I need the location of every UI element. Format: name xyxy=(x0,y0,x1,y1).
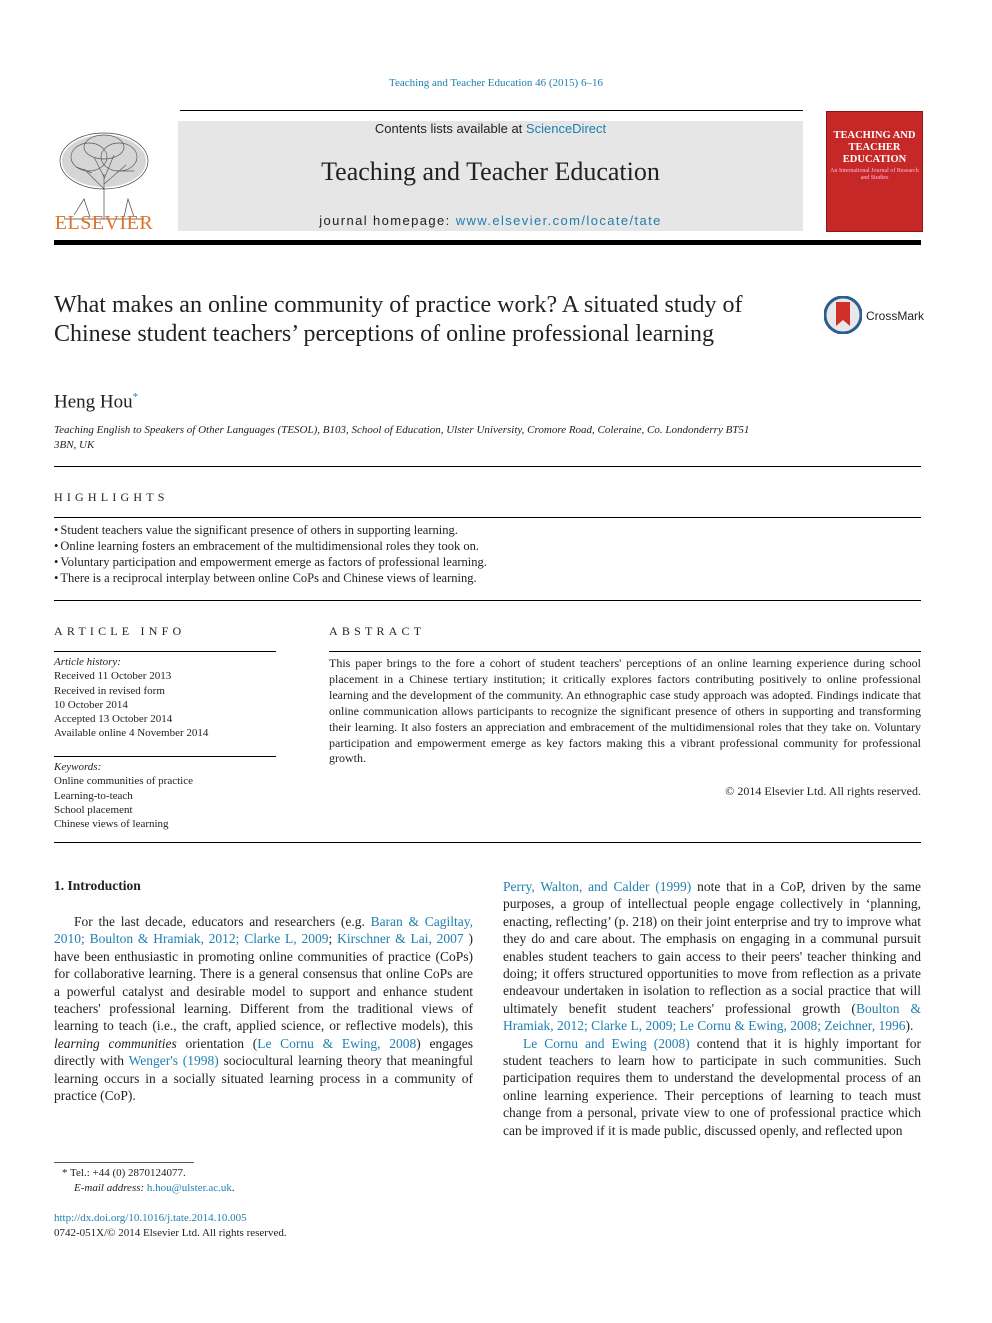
journal-title: Teaching and Teacher Education xyxy=(321,157,660,186)
author-footnote-mark[interactable]: * xyxy=(132,391,139,403)
keyword-item: Chinese views of learning xyxy=(54,818,169,831)
citation-link[interactable]: Le Cornu & Ewing, 2008 xyxy=(257,1035,417,1051)
keyword-item: Learning-to-teach xyxy=(54,789,133,802)
crossmark-label[interactable]: CrossMark xyxy=(866,309,925,323)
text-run: note that in a CoP, driven by the same purposes, a group of intellectual people engage collectively in ‘planning, enacting, reflecting’ (p. 218) on their joint enterprise and try to improve what they do and care about. The emphasis on engaging in a communal pursuit enables student teachers to gain access to their peers' teacher thinking and doing; it offers structured opportunities to move from reflection as a private endeavour undertaken in isolation to reflection as a social practice that will ultimately benefit student teachers' professional growth ( xyxy=(503,879,921,1016)
citation-link[interactable]: Perry, Walton, and Calder (1999) xyxy=(503,879,692,894)
journal-homepage xyxy=(178,213,803,228)
homepage-prefix: journal homepage: xyxy=(319,213,451,228)
article-title: What makes an online community of practice work? A situated study of Chinese student teachers’ perceptions of online professional learning xyxy=(54,292,743,347)
divider xyxy=(54,651,276,652)
citation-link[interactable]: Wenger's (1998) xyxy=(128,1053,219,1069)
abstract-text: This paper brings to the fore a cohort of student teachers' perceptions of an online learning experience during school placement in a Chinese tertiary institution; it critically explores factors contributing positively to online professional learning and the development of the community. An ethnographic case study approach was adopted. Findings indicate that online communication allows participants to recognize the significant presence of others in supporting and transforming their learning. It also fosters an appreciation and embracement of the multidimensional roles that they take on. Voluntary participation and empowerment emerge as key factors making this a vibrant professional community for professional growth. xyxy=(329,656,921,766)
contents-prefix: Contents lists available at xyxy=(374,121,523,136)
divider xyxy=(54,842,921,843)
journal-citation[interactable]: Teaching and Teacher Education 46 (2015) 6–16 xyxy=(389,77,603,89)
author-name xyxy=(54,391,138,413)
email-label: E-mail address: xyxy=(74,1182,145,1194)
doi-link[interactable]: http://dx.doi.org/10.1016/j.tate.2014.10.005 xyxy=(54,1212,247,1224)
doi-block xyxy=(54,1211,287,1241)
divider xyxy=(54,600,921,601)
citation-link[interactable]: Baran & Cagiltay, 2010; Boulton & Hramiak, 2012; Clarke L, 2009 xyxy=(54,914,473,947)
divider xyxy=(54,517,921,518)
text-run: sociocultural learning theory that meaningful learning occurs in a socially situated learning process in a community of practice (CoP). xyxy=(54,1053,473,1104)
keyword-item: School placement xyxy=(54,803,133,816)
history-item: Received 11 October 2013 xyxy=(54,670,172,683)
crossmark-icon[interactable] xyxy=(824,296,862,334)
highlight-item: • Voluntary participation and empowerment emerge as factors of professional learning. xyxy=(54,554,487,570)
sciencedirect-link[interactable]: ScienceDirect xyxy=(525,121,607,136)
article-history xyxy=(54,655,276,741)
footnote xyxy=(54,1166,235,1196)
paragraph xyxy=(54,913,473,1104)
abstract-heading: ABSTRACT xyxy=(329,624,426,638)
email-end: . xyxy=(231,1182,235,1194)
cover-title: TEACHING AND TEACHER EDUCATION xyxy=(833,130,916,165)
elsevier-wordmark: ELSEVIER xyxy=(54,212,154,234)
history-item: Accepted 13 October 2014 xyxy=(54,713,173,726)
text-run: ; xyxy=(328,931,338,947)
text-run: orientation ( xyxy=(176,1035,258,1051)
abstract-copyright: © 2014 Elsevier Ltd. All rights reserved. xyxy=(725,784,921,798)
body-column-left xyxy=(54,913,473,1104)
keywords-label: Keywords: xyxy=(54,761,102,773)
author-affiliation: Teaching English to Speakers of Other Languages (TESOL), B103, School of Education, Ulster University, Cromore Road, Coleraine, Co. Londonderry BT51 3BN, UK xyxy=(54,424,750,451)
highlights-heading: HIGHLIGHTS xyxy=(54,490,169,504)
highlight-item: • Student teachers value the significant presence of others in supporting learning. xyxy=(54,522,487,538)
author-name-text: Heng Hou xyxy=(54,391,133,413)
history-item: Available online 4 November 2014 xyxy=(54,727,209,740)
header-thick-rule xyxy=(54,240,921,245)
divider xyxy=(329,651,921,652)
text-run: learning communities xyxy=(54,1035,177,1051)
email-link[interactable]: h.hou@ulster.ac.uk xyxy=(146,1182,232,1194)
footnote-tel: * Tel.: +44 (0) 2870124077. xyxy=(62,1167,186,1179)
homepage-link[interactable]: www.elsevier.com/locate/tate xyxy=(455,213,662,228)
text-run: For the last decade, educators and researchers (e.g. xyxy=(74,914,371,929)
keywords-block xyxy=(54,760,276,831)
article-info-heading: ARTICLE INFO xyxy=(54,624,186,638)
text-run: ). xyxy=(905,1018,914,1034)
issn-line: 0742-051X/© 2014 Elsevier Ltd. All rights reserved. xyxy=(54,1227,287,1239)
body-column-right xyxy=(503,878,921,1139)
divider xyxy=(54,466,921,467)
keyword-item: Online communities of practice xyxy=(54,775,193,788)
text-run: ) have been enthusiastic in promoting online communities of practice (CoPs) for collaborative learning. There is a general consensus that online CoPs are a powerful catalyst and desirable model to support and enhance student teachers' professional learning. Different from the traditional views of learning to teach (i.e., the craft, applied science, or reflective models), this xyxy=(54,931,473,1034)
cover-subtitle: An International Journal of Research and Studies xyxy=(830,168,919,181)
header-rule xyxy=(180,110,803,111)
citation-link[interactable]: Kirschner & Lai, 2007 xyxy=(337,931,464,947)
citation-link[interactable]: Boulton & Hramiak, 2012; Clarke L, 2009; Le Cornu & Ewing, 2008; Zeichner, 1996 xyxy=(503,1000,921,1034)
text-run: ) engages directly with xyxy=(54,1035,473,1069)
history-label: Article history: xyxy=(54,656,121,668)
history-item: 10 October 2014 xyxy=(54,698,128,711)
footnote-email-line xyxy=(54,1181,235,1196)
footnote-rule xyxy=(54,1162,194,1163)
citation-link[interactable]: Le Cornu and Ewing (2008) xyxy=(523,1035,690,1051)
paragraph xyxy=(503,1035,921,1139)
highlight-item: • Online learning fosters an embracement of the multidimensional roles they took on. xyxy=(54,538,487,554)
contents-line xyxy=(178,121,803,136)
paragraph xyxy=(503,878,921,1035)
section-heading: 1. Introduction xyxy=(54,878,141,893)
highlight-item: • There is a reciprocal interplay between online CoPs and Chinese views of learning. xyxy=(54,570,487,586)
history-item: Received in revised form xyxy=(54,684,165,697)
text-run: contend that it is highly important for student teachers to learn how to participate in such communities. Such participation requires them to understand the developmental process of an online learning experience. Their perceptions of learning to teach must change from a personal, private view to one of professional practice which can be improved if it is made public, discussed openly, and reflected upon xyxy=(503,1035,922,1138)
highlights-list xyxy=(54,522,487,586)
divider xyxy=(54,756,276,757)
